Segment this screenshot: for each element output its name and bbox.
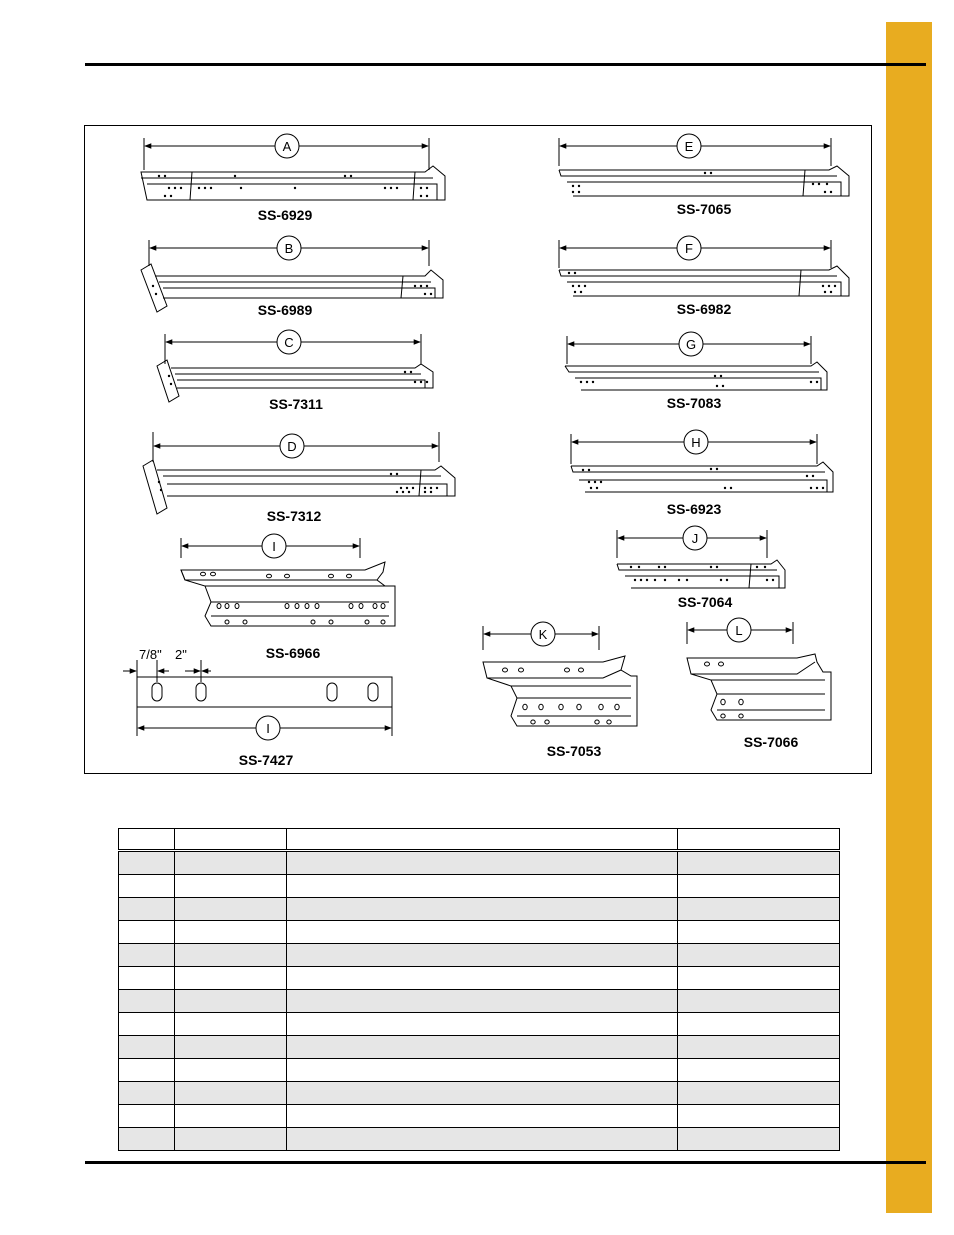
part-ss6982 <box>559 236 849 296</box>
table-cell <box>286 898 677 921</box>
table-cell <box>678 967 840 990</box>
label-ss6923: SS-6923 <box>666 501 722 517</box>
table-row <box>119 1105 840 1128</box>
dim-letter-d: D <box>287 439 297 454</box>
table-cell <box>678 1013 840 1036</box>
table-cell <box>119 898 175 921</box>
table-cell <box>678 1128 840 1151</box>
label-ss7312: SS-7312 <box>266 508 322 524</box>
table-header-cell <box>174 829 286 851</box>
label-ss7064: SS-7064 <box>677 594 733 610</box>
table-row <box>119 1036 840 1059</box>
table-row <box>119 967 840 990</box>
table-cell <box>174 1013 286 1036</box>
table-cell <box>174 1082 286 1105</box>
table-row <box>119 921 840 944</box>
parts-table <box>118 828 840 1151</box>
table-cell <box>286 1082 677 1105</box>
table-row <box>119 1013 840 1036</box>
parts-drawing <box>85 126 873 775</box>
dim-letter-k: K <box>538 627 548 642</box>
table-cell <box>174 1105 286 1128</box>
part-ss7312 <box>143 432 455 514</box>
table-cell <box>119 967 175 990</box>
dim-7-8-inch: 7/8" <box>139 647 162 662</box>
table-cell <box>174 851 286 875</box>
part-ss6966 <box>181 534 395 626</box>
label-ss6966: SS-6966 <box>265 645 321 661</box>
label-ss7053: SS-7053 <box>546 743 602 759</box>
table-cell <box>678 898 840 921</box>
table-cell <box>678 990 840 1013</box>
table-cell <box>286 1013 677 1036</box>
table-cell <box>678 1105 840 1128</box>
table-cell <box>678 944 840 967</box>
part-ss7053 <box>483 622 637 726</box>
dim-letter-g: G <box>685 337 697 352</box>
table-row <box>119 851 840 875</box>
table-cell <box>119 1059 175 1082</box>
table-cell <box>174 898 286 921</box>
table-cell <box>119 990 175 1013</box>
label-ss6929: SS-6929 <box>257 207 313 223</box>
table-cell <box>286 875 677 898</box>
top-rule <box>85 63 926 66</box>
table-cell <box>174 990 286 1013</box>
table-cell <box>286 851 677 875</box>
dim-letter-c: C <box>284 335 294 350</box>
dim-letter-a: A <box>282 139 292 154</box>
side-tab <box>886 22 932 1213</box>
table-cell <box>174 921 286 944</box>
table-cell <box>119 1013 175 1036</box>
label-ss7083: SS-7083 <box>666 395 722 411</box>
label-ss7065: SS-7065 <box>676 201 732 217</box>
label-ss7427: SS-7427 <box>238 752 294 768</box>
part-ss7065 <box>559 134 849 196</box>
table-row <box>119 898 840 921</box>
table-row <box>119 1082 840 1105</box>
table-header-row <box>119 829 840 851</box>
table-cell <box>119 1105 175 1128</box>
table-cell <box>119 1128 175 1151</box>
table-cell <box>174 944 286 967</box>
table-cell <box>678 921 840 944</box>
label-ss7311: SS-7311 <box>269 396 323 412</box>
dim-letter-e: E <box>684 139 694 154</box>
dim-letter-f: F <box>685 241 693 256</box>
table-cell <box>119 1036 175 1059</box>
dim-letter-l: L <box>735 623 743 638</box>
table-header-cell <box>286 829 677 851</box>
table-cell <box>678 1082 840 1105</box>
label-ss7066: SS-7066 <box>743 734 799 750</box>
table-cell <box>174 875 286 898</box>
part-ss7066 <box>687 618 831 720</box>
dim-letter-j: J <box>691 531 699 546</box>
table-row <box>119 990 840 1013</box>
dim-2-inch: 2" <box>175 647 187 662</box>
table-cell <box>678 875 840 898</box>
parts-figure <box>84 125 872 774</box>
table-row <box>119 1059 840 1082</box>
table-cell <box>678 851 840 875</box>
table-cell <box>678 1059 840 1082</box>
table-cell <box>286 1128 677 1151</box>
part-ss6923 <box>571 430 833 492</box>
part-ss6929 <box>141 134 445 200</box>
table-cell <box>119 944 175 967</box>
table-cell <box>174 1059 286 1082</box>
table-row <box>119 1128 840 1151</box>
table-header-cell <box>119 829 175 851</box>
table-cell <box>286 1036 677 1059</box>
table-cell <box>119 875 175 898</box>
table-cell <box>286 990 677 1013</box>
table-header-cell <box>678 829 840 851</box>
part-ss7427 <box>123 660 392 740</box>
dim-letter-h: H <box>691 435 701 450</box>
part-ss7311 <box>157 330 433 402</box>
table-row <box>119 944 840 967</box>
table-cell <box>174 1128 286 1151</box>
table-cell <box>286 944 677 967</box>
dim-letter-i-ss7427: I <box>266 721 270 736</box>
table-cell <box>286 1105 677 1128</box>
table-cell <box>678 1036 840 1059</box>
table-cell <box>286 967 677 990</box>
table-cell <box>286 921 677 944</box>
table-cell <box>174 967 286 990</box>
table-cell <box>174 1036 286 1059</box>
bottom-rule <box>85 1161 926 1164</box>
table-row <box>119 875 840 898</box>
table-cell <box>286 1059 677 1082</box>
table-cell <box>119 921 175 944</box>
label-ss6989: SS-6989 <box>257 302 313 318</box>
part-ss7064 <box>617 526 785 588</box>
table-cell <box>119 851 175 875</box>
label-ss6982: SS-6982 <box>676 301 732 317</box>
dim-letter-i: I <box>272 539 276 554</box>
dim-letter-b: B <box>284 241 294 256</box>
table-cell <box>119 1082 175 1105</box>
